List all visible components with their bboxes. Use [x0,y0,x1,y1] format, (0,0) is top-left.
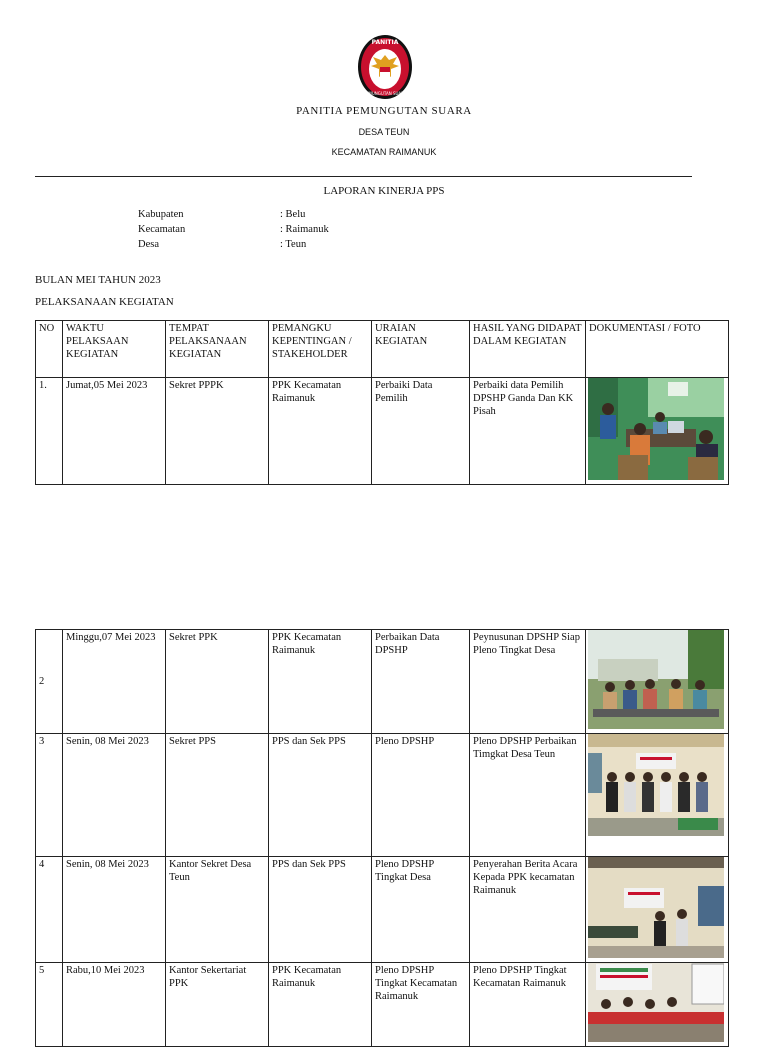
table-row [36,378,729,485]
row-result: Penyerahan Berita Acara Kepada PPK kecamatan Raimanuk [470,857,586,963]
col-stakeholder: PEMANGKU KEPENTINGAN / STAKEHOLDER [269,321,372,378]
row-stakeholder: PPK Kecamatan Raimanuk [269,630,372,734]
row-no: 2 [36,630,63,734]
svg-text:PANITIA: PANITIA [371,39,399,46]
photo-outdoor-group [588,630,724,730]
row-no: 5 [36,963,63,1047]
row-place: Sekret PPPK [166,378,269,485]
header-rule [35,176,692,177]
col-no: NO [36,321,63,378]
region-info [138,207,329,252]
table-header-row [36,321,729,378]
row-place: Sekret PPK [166,630,269,734]
col-result: HASIL YANG DIDAPAT DALAM KEGIATAN [470,321,586,378]
row-stakeholder: PPS dan Sek PPS [269,857,372,963]
row-place: Kantor Sekertariat PPK [166,963,269,1047]
row-result: Peynusunan DPSHP Siap Pleno Tingkat Desa [470,630,586,734]
kpu-logo [356,33,414,101]
row-stakeholder: PPK Kecamatan Raimanuk [269,378,372,485]
row-time: Minggu,07 Mei 2023 [63,630,166,734]
activity-table-part2 [35,629,729,1047]
col-time: WAKTU PELAKSAAN KEGIATAN [63,321,166,378]
photo-handover [588,857,724,959]
row-time: Rabu,10 Mei 2023 [63,963,166,1047]
col-place: TEMPAT PELAKSANAAN KEGIATAN [166,321,269,378]
info-row-desa: Desa : Teun [138,239,307,250]
report-period: BULAN MEI TAHUN 2023 [35,274,161,286]
row-activity: Perbaikan Data DPSHP [372,630,470,734]
row-activity: Pleno DPSHP Tingkat Kecamatan Raimanuk [372,963,470,1047]
org-name: PANITIA PEMUNGUTAN SUARA [296,105,472,117]
row-place: Sekret PPS [166,734,269,857]
row-no: 1. [36,378,63,485]
col-activity: URAIAN KEGIATAN [372,321,470,378]
district-name: KECAMATAN RAIMANUK [331,147,437,157]
photo-meeting-laptops [588,378,724,481]
table-row [36,734,729,857]
row-place: Kantor Sekret Desa Teun [166,857,269,963]
table-row [36,630,729,734]
row-activity: Pleno DPSHP [372,734,470,857]
row-no: 4 [36,857,63,963]
svg-text:PEMUNGUTAN SUARA: PEMUNGUTAN SUARA [363,91,407,96]
row-activity: Perbaiki Data Pemilih [372,378,470,485]
col-photo: DOKUMENTASI / FOTO [586,321,729,378]
info-row-kabupaten: Kabupaten : Belu [138,209,306,220]
row-result: Pleno DPSHP Tingkat Kecamatan Raimanuk [470,963,586,1047]
photo-district-plenary [588,963,724,1043]
report-title: LAPORAN KINERJA PPS [323,185,445,197]
row-no: 3 [36,734,63,857]
row-activity: Pleno DPSHP Tingkat Desa [372,857,470,963]
row-time: Senin, 08 Mei 2023 [63,857,166,963]
row-time: Jumat,05 Mei 2023 [63,378,166,485]
row-result: Perbaiki data Pemilih DPSHP Ganda Dan KK Pisah [470,378,586,485]
row-stakeholder: PPS dan Sek PPS [269,734,372,857]
info-row-kecamatan: Kecamatan : Raimanuk [138,224,329,235]
row-result: Pleno DPSHP Perbaikan Timgkat Desa Teun [470,734,586,857]
photo-plenary-group [588,734,724,837]
section-title: PELAKSANAAN KEGIATAN [35,296,174,308]
table-row [36,857,729,963]
row-time: Senin, 08 Mei 2023 [63,734,166,857]
table-row [36,963,729,1047]
row-stakeholder: PPK Kecamatan Raimanuk [269,963,372,1047]
activity-table-part1 [35,320,729,485]
village-name: DESA TEUN [358,127,410,137]
